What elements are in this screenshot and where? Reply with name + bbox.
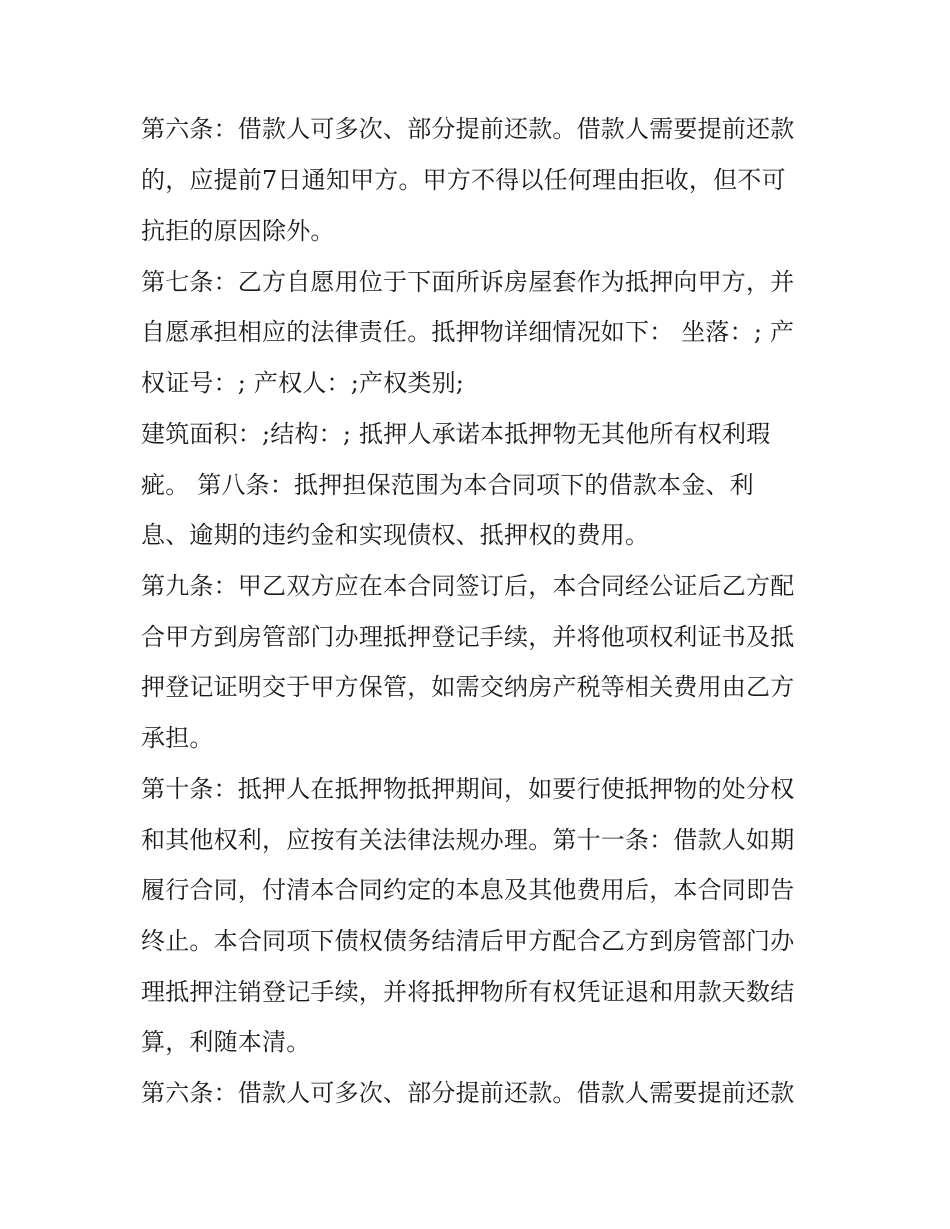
text-line: 第七条：乙方自愿用位于下面所诉房屋套作为抵押向甲方，并 <box>141 268 795 296</box>
text-line: 息、逾期的违约金和实现债权、抵押权的费用。 <box>141 521 650 549</box>
text-line: 履行合同，付清本合同约定的本息及其他费用后，本合同即告 <box>141 876 795 904</box>
text-line: 疵。 第八条：抵押担保范围为本合同项下的借款本金、利 <box>141 471 754 499</box>
text-line: 终止。本合同项下债权债务结清后甲方配合乙方到房管部门办 <box>141 927 795 955</box>
text-line: 权证号：; 产权人：;产权类别; <box>141 369 465 397</box>
text-line: 自愿承担相应的法律责任。抵押物详细情况如下： 坐落：; 产 <box>141 318 795 346</box>
text-line: 第十条：抵押人在抵押物抵押期间，如要行使抵押物的处分权 <box>141 775 795 803</box>
text-line: 第六条：借款人可多次、部分提前还款。借款人需要提前还款 <box>141 115 795 143</box>
text-line: 和其他权利，应按有关法律法规办理。第十一条：借款人如期 <box>141 826 795 854</box>
text-line: 合甲方到房管部门办理抵押登记手续，并将他项权利证书及抵 <box>141 623 795 651</box>
text-line: 的，应提前7日通知甲方。甲方不得以任何理由拒收，但不可 <box>141 166 786 194</box>
text-line: 建筑面积：;结构：; 抵押人承诺本抵押物无其他所有权利瑕 <box>141 420 771 448</box>
text-line: 第六条：借款人可多次、部分提前还款。借款人需要提前还款 <box>141 1079 795 1107</box>
text-line: 理抵押注销登记手续，并将抵押物所有权凭证退和用款天数结 <box>141 978 795 1006</box>
text-line: 算，利随本清。 <box>141 1028 311 1056</box>
text-line: 押登记证明交于甲方保管，如需交纳房产税等相关费用由乙方 <box>141 673 795 701</box>
text-line: 抗拒的原因除外。 <box>141 217 335 245</box>
text-line: 第九条：甲乙双方应在本合同签订后，本合同经公证后乙方配 <box>141 572 795 600</box>
text-line: 承担。 <box>141 724 214 752</box>
